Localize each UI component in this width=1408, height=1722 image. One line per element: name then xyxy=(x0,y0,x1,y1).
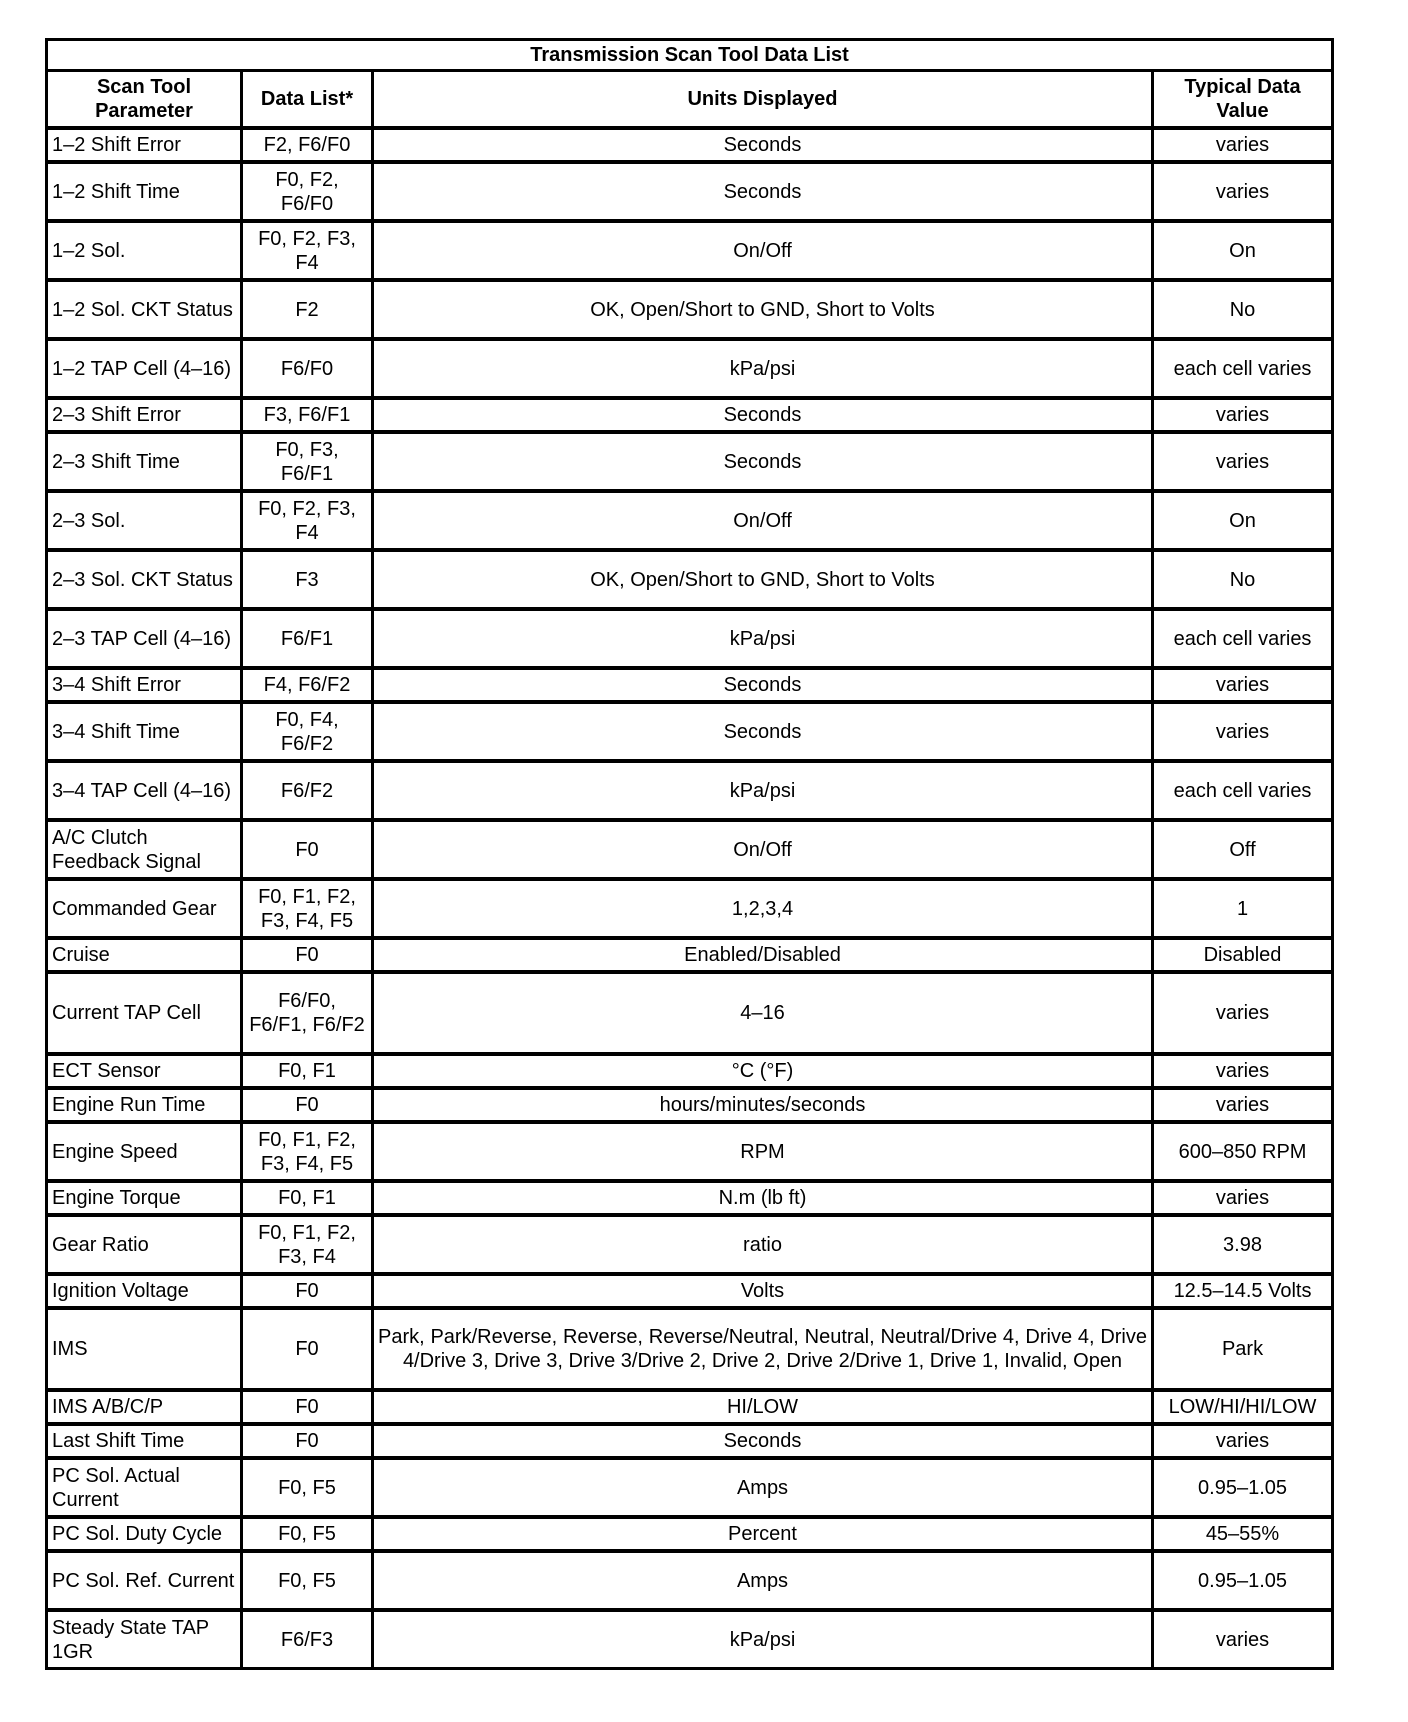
cell-units: Percent xyxy=(373,1517,1153,1551)
cell-parameter: 3–4 Shift Error xyxy=(47,668,242,702)
cell-parameter: 1–2 Shift Time xyxy=(47,162,242,221)
cell-units: °C (°F) xyxy=(373,1054,1153,1088)
cell-typical-value: each cell varies xyxy=(1153,609,1333,668)
cell-typical-value: 0.95–1.05 xyxy=(1153,1551,1333,1610)
cell-parameter: IMS xyxy=(47,1308,242,1390)
table-row xyxy=(47,1122,1333,1181)
cell-typical-value: each cell varies xyxy=(1153,761,1333,820)
cell-data-list: F0, F1, F2, F3, F4, F5 xyxy=(242,1122,373,1181)
table-row xyxy=(47,1181,1333,1215)
table-row xyxy=(47,221,1333,280)
cell-typical-value: LOW/HI/HI/LOW xyxy=(1153,1390,1333,1424)
cell-parameter: PC Sol. Actual Current xyxy=(47,1458,242,1517)
cell-typical-value: No xyxy=(1153,280,1333,339)
table-row xyxy=(47,1054,1333,1088)
cell-units: On/Off xyxy=(373,221,1153,280)
table-row xyxy=(47,1551,1333,1610)
cell-units: Seconds xyxy=(373,398,1153,432)
cell-parameter: PC Sol. Duty Cycle xyxy=(47,1517,242,1551)
table-row xyxy=(47,1458,1333,1517)
cell-units: OK, Open/Short to GND, Short to Volts xyxy=(373,280,1153,339)
cell-units: RPM xyxy=(373,1122,1153,1181)
cell-parameter: PC Sol. Ref. Current xyxy=(47,1551,242,1610)
cell-units: kPa/psi xyxy=(373,609,1153,668)
cell-units: OK, Open/Short to GND, Short to Volts xyxy=(373,550,1153,609)
cell-units: Seconds xyxy=(373,668,1153,702)
cell-parameter: 2–3 TAP Cell (4–16) xyxy=(47,609,242,668)
cell-data-list: F6/F1 xyxy=(242,609,373,668)
header-units-displayed: Units Displayed xyxy=(373,71,1153,129)
cell-typical-value: 0.95–1.05 xyxy=(1153,1458,1333,1517)
cell-parameter: 1–2 Sol. xyxy=(47,221,242,280)
cell-units: Enabled/Disabled xyxy=(373,938,1153,972)
cell-units: N.m (lb ft) xyxy=(373,1181,1153,1215)
cell-parameter: Steady State TAP 1GR xyxy=(47,1610,242,1669)
cell-parameter: 3–4 Shift Time xyxy=(47,702,242,761)
cell-parameter: IMS A/B/C/P xyxy=(47,1390,242,1424)
cell-parameter: Cruise xyxy=(47,938,242,972)
cell-typical-value: varies xyxy=(1153,668,1333,702)
cell-data-list: F4, F6/F2 xyxy=(242,668,373,702)
cell-units: Amps xyxy=(373,1458,1153,1517)
table-row xyxy=(47,938,1333,972)
cell-units: kPa/psi xyxy=(373,761,1153,820)
cell-typical-value: varies xyxy=(1153,398,1333,432)
cell-typical-value: Disabled xyxy=(1153,938,1333,972)
cell-data-list: F0 xyxy=(242,938,373,972)
table-row xyxy=(47,1088,1333,1122)
cell-parameter: 2–3 Shift Error xyxy=(47,398,242,432)
cell-units: Seconds xyxy=(373,128,1153,162)
cell-units: HI/LOW xyxy=(373,1390,1153,1424)
cell-data-list: F0, F5 xyxy=(242,1551,373,1610)
cell-parameter: Last Shift Time xyxy=(47,1424,242,1458)
cell-data-list: F0, F2, F6/F0 xyxy=(242,162,373,221)
table-row xyxy=(47,339,1333,398)
cell-data-list: F0, F1 xyxy=(242,1054,373,1088)
cell-units: On/Off xyxy=(373,491,1153,550)
table-row xyxy=(47,398,1333,432)
cell-data-list: F6/F0, F6/F1, F6/F2 xyxy=(242,972,373,1054)
table-row xyxy=(47,668,1333,702)
cell-parameter: ECT Sensor xyxy=(47,1054,242,1088)
cell-parameter: Engine Torque xyxy=(47,1181,242,1215)
cell-data-list: F0 xyxy=(242,820,373,879)
cell-parameter: Ignition Voltage xyxy=(47,1274,242,1308)
cell-typical-value: Park xyxy=(1153,1308,1333,1390)
cell-units: Seconds xyxy=(373,1424,1153,1458)
cell-typical-value: varies xyxy=(1153,1610,1333,1669)
cell-typical-value: each cell varies xyxy=(1153,339,1333,398)
cell-parameter: A/C Clutch Feedback Signal xyxy=(47,820,242,879)
cell-data-list: F0, F5 xyxy=(242,1458,373,1517)
cell-data-list: F2, F6/F0 xyxy=(242,128,373,162)
table-row xyxy=(47,761,1333,820)
cell-units: Seconds xyxy=(373,162,1153,221)
cell-data-list: F0, F5 xyxy=(242,1517,373,1551)
cell-typical-value: varies xyxy=(1153,702,1333,761)
cell-typical-value: 45–55% xyxy=(1153,1517,1333,1551)
cell-data-list: F0 xyxy=(242,1424,373,1458)
table-row xyxy=(47,280,1333,339)
table-row xyxy=(47,432,1333,491)
table-row xyxy=(47,879,1333,938)
cell-parameter: 3–4 TAP Cell (4–16) xyxy=(47,761,242,820)
cell-units: ratio xyxy=(373,1215,1153,1274)
table-row xyxy=(47,1274,1333,1308)
cell-parameter: Commanded Gear xyxy=(47,879,242,938)
table-row xyxy=(47,1390,1333,1424)
cell-parameter: 1–2 Shift Error xyxy=(47,128,242,162)
cell-parameter: Gear Ratio xyxy=(47,1215,242,1274)
cell-data-list: F0 xyxy=(242,1274,373,1308)
table-row xyxy=(47,1215,1333,1274)
cell-typical-value: On xyxy=(1153,221,1333,280)
cell-units: kPa/psi xyxy=(373,1610,1153,1669)
header-data-list: Data List* xyxy=(242,71,373,129)
cell-parameter: 1–2 Sol. CKT Status xyxy=(47,280,242,339)
table-row xyxy=(47,162,1333,221)
table-row xyxy=(47,609,1333,668)
cell-units: Amps xyxy=(373,1551,1153,1610)
cell-data-list: F0 xyxy=(242,1390,373,1424)
cell-data-list: F2 xyxy=(242,280,373,339)
cell-data-list: F0, F1, F2, F3, F4, F5 xyxy=(242,879,373,938)
header-typical-data-value: Typical Data Value xyxy=(1153,71,1333,129)
cell-data-list: F0 xyxy=(242,1088,373,1122)
cell-typical-value: 12.5–14.5 Volts xyxy=(1153,1274,1333,1308)
cell-units: Volts xyxy=(373,1274,1153,1308)
cell-units: 4–16 xyxy=(373,972,1153,1054)
cell-data-list: F0, F4, F6/F2 xyxy=(242,702,373,761)
cell-parameter: 2–3 Sol. xyxy=(47,491,242,550)
cell-typical-value: Off xyxy=(1153,820,1333,879)
cell-units: kPa/psi xyxy=(373,339,1153,398)
table-row xyxy=(47,820,1333,879)
cell-parameter: 2–3 Sol. CKT Status xyxy=(47,550,242,609)
cell-typical-value: varies xyxy=(1153,1424,1333,1458)
cell-typical-value: varies xyxy=(1153,162,1333,221)
cell-parameter: 2–3 Shift Time xyxy=(47,432,242,491)
table-row xyxy=(47,972,1333,1054)
cell-data-list: F6/F3 xyxy=(242,1610,373,1669)
table-row xyxy=(47,1424,1333,1458)
table-row xyxy=(47,1308,1333,1390)
cell-data-list: F6/F0 xyxy=(242,339,373,398)
cell-typical-value: 600–850 RPM xyxy=(1153,1122,1333,1181)
cell-data-list: F0, F1, F2, F3, F4 xyxy=(242,1215,373,1274)
cell-typical-value: varies xyxy=(1153,1054,1333,1088)
table-row xyxy=(47,1517,1333,1551)
cell-typical-value: 3.98 xyxy=(1153,1215,1333,1274)
cell-typical-value: 1 xyxy=(1153,879,1333,938)
cell-data-list: F0 xyxy=(242,1308,373,1390)
cell-typical-value: No xyxy=(1153,550,1333,609)
cell-units: Seconds xyxy=(373,702,1153,761)
cell-typical-value: varies xyxy=(1153,1181,1333,1215)
cell-data-list: F0, F2, F3, F4 xyxy=(242,221,373,280)
cell-typical-value: varies xyxy=(1153,432,1333,491)
cell-data-list: F0, F3, F6/F1 xyxy=(242,432,373,491)
table-row xyxy=(47,491,1333,550)
cell-data-list: F0, F2, F3, F4 xyxy=(242,491,373,550)
cell-parameter: 1–2 TAP Cell (4–16) xyxy=(47,339,242,398)
table-row xyxy=(47,1610,1333,1669)
cell-units: hours/minutes/seconds xyxy=(373,1088,1153,1122)
scan-tool-data-table xyxy=(45,38,1334,1670)
table-row xyxy=(47,550,1333,609)
cell-typical-value: varies xyxy=(1153,972,1333,1054)
cell-parameter: Current TAP Cell xyxy=(47,972,242,1054)
cell-units: On/Off xyxy=(373,820,1153,879)
cell-typical-value: On xyxy=(1153,491,1333,550)
cell-data-list: F6/F2 xyxy=(242,761,373,820)
table-row xyxy=(47,128,1333,162)
cell-typical-value: varies xyxy=(1153,128,1333,162)
table-title: Transmission Scan Tool Data List xyxy=(47,40,1333,71)
cell-parameter: Engine Run Time xyxy=(47,1088,242,1122)
cell-typical-value: varies xyxy=(1153,1088,1333,1122)
cell-units: Park, Park/Reverse, Reverse, Reverse/Neutral, Neutral, Neutral/Drive 4, Drive 4, Drive 4/Drive 3, Drive 3, Drive 3/Drive 2, Drive 2, Drive 2/Drive 1, Drive 1, Invalid, Open xyxy=(373,1308,1153,1390)
header-scan-tool-parameter: Scan Tool Parameter xyxy=(47,71,242,129)
cell-units: 1,2,3,4 xyxy=(373,879,1153,938)
table-row xyxy=(47,702,1333,761)
cell-data-list: F3 xyxy=(242,550,373,609)
cell-units: Seconds xyxy=(373,432,1153,491)
cell-data-list: F3, F6/F1 xyxy=(242,398,373,432)
cell-parameter: Engine Speed xyxy=(47,1122,242,1181)
cell-data-list: F0, F1 xyxy=(242,1181,373,1215)
